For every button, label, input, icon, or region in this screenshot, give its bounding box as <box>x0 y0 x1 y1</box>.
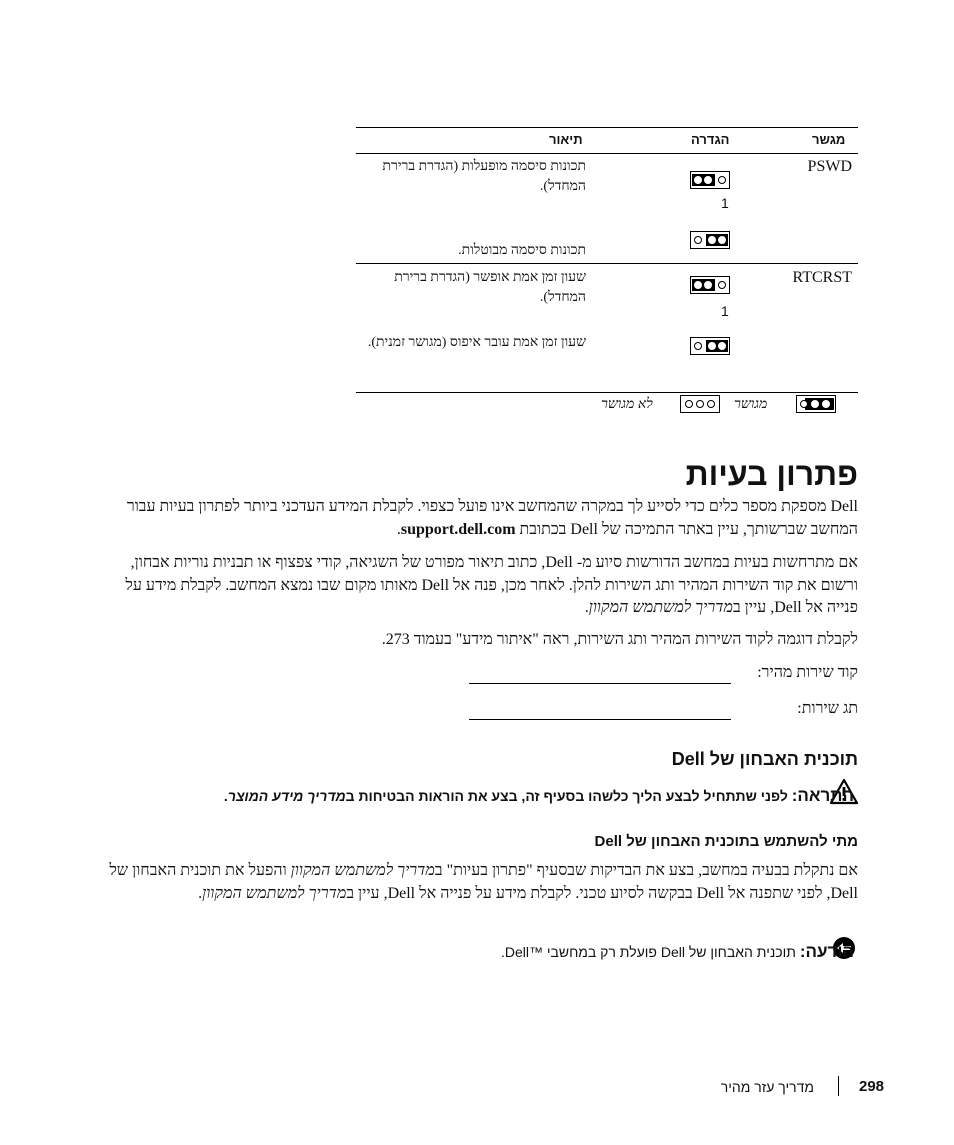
jumper-name-pswd: PSWD <box>807 158 852 175</box>
product-info-guide-reference: מדריך מידע המוצר <box>227 788 346 804</box>
jumper-removed-diagram <box>690 231 730 249</box>
jumper-installed-diagram <box>690 276 730 294</box>
legend-not-installed-label: לא מגושר <box>601 397 653 412</box>
header-setting: הגדרה <box>691 132 730 147</box>
when-to-use-title: מתי להשתמש בתוכנית האבחון של Dell <box>594 833 858 850</box>
service-tag-blank[interactable] <box>469 719 731 720</box>
jumper-name-rtcrst: RTCRST <box>792 269 852 286</box>
rtcrst-installed-description: שעון זמן אמת אופשר (הגדרת ברירת המחדל). <box>394 270 586 305</box>
contact-paragraph: אם מתרחשות בעיות במחשב הדורשות סיוע מ- Dell, כתוב תיאור מפורט של השגיאה, קודי צפצוף או תבניות נוריות אבחון, ורשום את קוד השירות המהיר ותג השירות להלן. לאחר מכן, פנה אל Dell מאותו מקום שבו נמצא המחשב. לקבלת מידע על פנייה אל Dell, עיין במדריך למשתמש המקוון. <box>125 554 858 616</box>
table-header-rule <box>356 153 858 154</box>
diagnostics-title: תוכנית האבחון של Dell <box>671 749 858 769</box>
when-to-use-paragraph: אם נתקלת בבעיה במחשב, בצע את הבדיקות שבסעיף "פתרון בעיות" במדריך למשתמש המקוון והפעל את תוכנית האבחון של Dell, לפני שתפנה אל Dell בבקשה לסיוע טכני. לקבלת מידע על פנייה אל Dell, עיין במדריך למשתמש המקוון. <box>109 862 858 902</box>
caution-notice: התראה: לפני שתתחיל לבצע הליך כלשהו בסעיף זה, בצע את הוראות הבטיחות במדריך מידע המוצר. <box>223 786 854 805</box>
express-code-label: קוד שירות מהיר: <box>757 664 858 681</box>
jumper-installed-diagram <box>690 171 730 189</box>
intro-paragraph: Dell מספקת מספר כלים כדי לסייע לך במקרה שהמחשב אינו פועל כצפוי. לקבלת המידע העדכני ביותר לפתרון בעיות עבור המחשב שברשותך, עיין באתר התמיכה של Dell בכתובת support.dell.com. <box>126 498 858 538</box>
pin-one-label: 1 <box>721 195 729 211</box>
example-paragraph: לקבלת דוגמה לקוד השירות המהיר ותג השירות, ראה "איתור מידע" בעמוד 273. <box>381 631 858 648</box>
header-description: תיאור <box>549 132 583 147</box>
legend-installed-label: מגושר <box>734 397 768 412</box>
legend-not-installed-icon <box>680 395 720 413</box>
table-top-rule <box>356 127 858 128</box>
section-title: פתרון בעיות <box>685 456 858 492</box>
pin-one-label: 1 <box>721 303 729 319</box>
pswd-installed-description: תכונות סיסמה מופעלות (הגדרת ברירת המחדל). <box>382 159 586 194</box>
footer-divider <box>838 1076 839 1096</box>
table-row-divider <box>356 263 858 264</box>
express-code-blank[interactable] <box>469 683 731 684</box>
online-guide-reference: מדריך למשתמש המקוון <box>588 599 733 616</box>
pswd-removed-description: תכונות סיסמה מבוטלות. <box>458 243 586 258</box>
footer-guide-name: מדריך עזר מהיר <box>720 1079 814 1095</box>
header-jumper: מגשר <box>812 132 846 147</box>
legend-installed-icon <box>796 395 836 413</box>
support-link[interactable]: support.dell.com <box>400 520 516 538</box>
note-tag: הודעה: <box>799 942 854 961</box>
rtcrst-removed-description: שעון זמן אמת עובר איפוס (מגושר זמנית). <box>367 335 586 350</box>
caution-tag: התראה: <box>791 786 854 805</box>
service-tag-label: תג שירות: <box>797 700 858 717</box>
note-notice: הודעה: תוכנית האבחון של Dell פועלת רק במחשבי ™Dell. <box>500 942 854 961</box>
table-bottom-rule <box>356 392 858 393</box>
jumper-removed-diagram <box>690 337 730 355</box>
page-number: 298 <box>859 1078 885 1095</box>
